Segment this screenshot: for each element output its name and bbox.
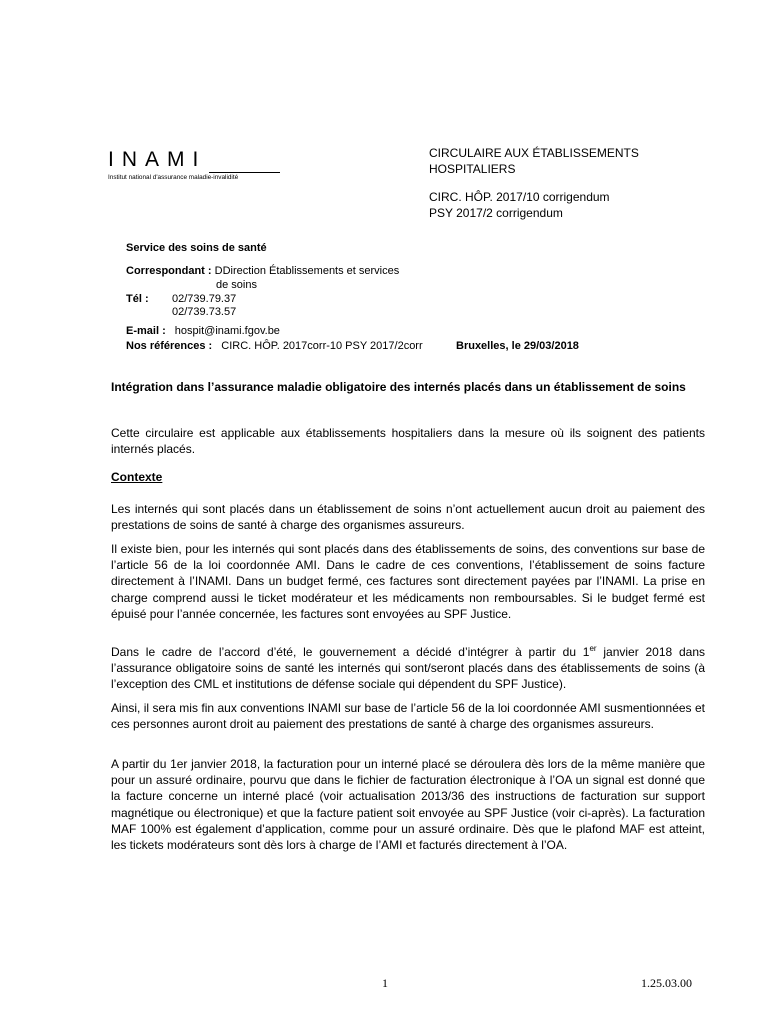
page-number: 1 <box>382 976 388 990</box>
correspondent-value: DDirection Établissements et services <box>214 265 400 277</box>
circular-title-line1: CIRCULAIRE AUX ÉTABLISSEMENTS <box>429 146 639 160</box>
paragraph-3-start: Dans le cadre de l’accord d’été, le gouvernement a décidé d’intégrer à partir du 1 <box>111 645 590 659</box>
tel-label: Tél : <box>126 293 149 305</box>
paragraph-3-end: janvier 2018 dans l’assurance obligatoire soins de santé les internés qui sont/seront placés dans des établissements de soins (à l’exception des CML et institutions de défense sociale qui dépendent du SPF Justice). <box>111 645 705 692</box>
email-label: E-mail : <box>126 325 166 337</box>
references-label: Nos références : <box>126 340 213 352</box>
tel-number-2: 02/739.73.57 <box>172 306 237 318</box>
document-code: 1.25.03.00 <box>641 976 692 990</box>
logo-rule <box>209 172 280 173</box>
circular-ref-line1: CIRC. HÔP. 2017/10 corrigendum <box>429 190 610 204</box>
logo-word: INAMI <box>108 148 207 171</box>
paragraph-4: Ainsi, il sera mis fin aux conventions INAMI sur base de l’article 56 de la loi coordonnée AMI susmentionnées et ces personnes auront droit au paiement des prestations de santé à charge des organismes assureurs. <box>111 701 705 732</box>
date-place: Bruxelles, le 29/03/2018 <box>456 340 579 352</box>
service-name: Service des soins de santé <box>126 242 267 254</box>
tel-number-1: 02/739.79.37 <box>172 293 237 305</box>
paragraph-1: Les internés qui sont placés dans un établissement de soins n’ont actuellement aucun droit au paiement des prestations de soins de santé à charge des organismes assureurs. <box>111 502 705 533</box>
correspondent-label: Correspondant : <box>126 265 212 277</box>
document-title: Intégration dans l’assurance maladie obligatoire des internés placés dans un établissement de soins <box>111 380 686 394</box>
paragraph-5: A partir du 1er janvier 2018, la facturation pour un interné placé se déroulera dès lors de la même manière que pour un assuré ordinaire, pourvu que dans le fichier de facturation électronique à l’OA un signal est donné que la facture concerne un interné placé (voir actualisation 2013/36 des instructions de facturation sur support magnétique ou électronique) et que la facture patient soit envoyée au SPF Justice (voir ci-après). La facturation MAF 100% est également d’application, comme pour un assuré ordinaire. Dès que le plafond MAF est atteint, les tickets modérateurs sont dès lors à charge de l’AMI et facturés directement à l’OA. <box>111 757 705 853</box>
logo-subtitle: Institut national d'assurance maladie-invalidité <box>108 174 239 181</box>
paragraph-2: Il existe bien, pour les internés qui sont placés dans des établissements de soins, des conventions sur base de l’article 56 de la loi coordonnée AMI. Dans le cadre de ces conventions, l’établissement de soins facture directement à l’INAMI. Dans un budget fermé, ces factures sont directement payées par l’INAMI. La prise en charge comprend aussi le ticket modérateur et les médicaments non remboursables. Si le budget fermé est épuisé pour l’année concernée, les factures sont envoyées au SPF Justice. <box>111 542 705 621</box>
references-row <box>126 339 423 353</box>
correspondent-row <box>126 264 399 278</box>
circular-ref-line2: PSY 2017/2 corrigendum <box>429 205 563 220</box>
circular-header <box>429 146 639 221</box>
circular-title-line2: HOSPITALIERS <box>429 161 516 176</box>
email-row <box>126 324 280 338</box>
section-heading-contexte: Contexte <box>111 470 163 484</box>
intro-paragraph: Cette circulaire est applicable aux établissements hospitaliers dans la mesure où ils soignent des patients internés placés. <box>111 426 705 457</box>
references-value: CIRC. HÔP. 2017corr-10 PSY 2017/2corr <box>221 340 423 352</box>
paragraph-3 <box>111 644 705 693</box>
email-link[interactable]: hospit@inami.fgov.be <box>174 325 280 337</box>
inami-logo <box>108 148 280 182</box>
correspondent-value-line2: de soins <box>216 279 257 291</box>
paragraph-3-superscript: er <box>589 644 597 653</box>
